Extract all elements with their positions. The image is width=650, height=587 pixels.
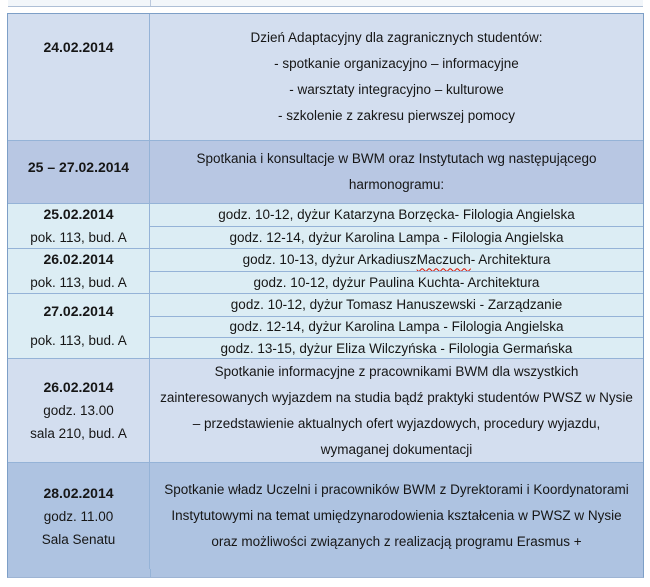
- date-cell: [8, 204, 150, 248]
- content-line: Spotkanie informacyjne z pracownikami BWM dla wszystkich zainteresowanych wyjazdem na studia bądź praktyki studentów PWSZ w Nysie – przedstawienie aktualnych ofert wyjazdowych, procedury wyjazdu, wymaganej dokumentacji: [160, 363, 633, 457]
- date-text: 25 – 27.02.2014: [27, 159, 130, 175]
- content-line: - szkolenie z zakresu pierwszej pomocy: [277, 108, 516, 123]
- next-row-fragment: [7, 569, 644, 578]
- content-cell: [150, 463, 643, 569]
- date-time: godz. 13.00: [43, 403, 114, 418]
- date-text: 28.02.2014: [43, 484, 114, 501]
- content-cell: [150, 14, 643, 140]
- content-line: Dzień Adaptacyjny dla zagranicznych studentów:: [250, 30, 543, 45]
- table-row-authorities-meeting: [8, 462, 643, 569]
- duty-text: godz. 12-14, dyżur Karolina Lampa - Filologia Angielska: [229, 319, 564, 335]
- table-row-consultations-header: [8, 140, 643, 203]
- duty-text: godz. 12-14, dyżur Karolina Lampa - Filologia Angielska: [229, 229, 564, 245]
- table-row-duty-26-02: [8, 248, 643, 293]
- date-location: pok. 113, bud. A: [30, 333, 127, 348]
- duty-entry: [150, 226, 643, 249]
- duty-entry: [150, 249, 643, 271]
- content-cell: [150, 141, 643, 203]
- table-row-info-meeting: [8, 358, 643, 462]
- content-line: - spotkanie organizacyjno – informacyjne: [274, 56, 519, 71]
- schedule-table: [7, 13, 644, 570]
- date-text: 26.02.2014: [43, 251, 114, 267]
- duty-entry: [150, 337, 643, 358]
- duty-entries: [150, 294, 643, 358]
- content-line: Spotkania i konsultacje w BWM oraz Instytutach wg następującego harmonogramu:: [196, 151, 597, 192]
- duty-entry: [150, 294, 643, 316]
- content-cell: [150, 359, 643, 462]
- duty-entry: [150, 204, 643, 226]
- duty-text-prefix: godz. 10-13, dyżur Arkadiusz: [242, 252, 417, 268]
- table-row-duty-27-02: [8, 293, 643, 358]
- date-location: pok. 113, bud. A: [30, 230, 127, 245]
- duty-text: godz. 10-12, dyżur Katarzyna Borzęcka- Filologia Angielska: [218, 207, 575, 223]
- date-cell: [8, 294, 150, 358]
- date-location: Sala Senatu: [41, 531, 116, 547]
- duty-text: godz. 13-15, dyżur Eliza Wilczyńska - Filologia Germańska: [220, 340, 573, 356]
- duty-text: godz. 10-12, dyżur Paulina Kuchta- Architektura: [253, 274, 540, 290]
- date-location: pok. 113, bud. A: [30, 275, 127, 290]
- date-cell: [8, 249, 150, 293]
- content-line: Spotkanie władz Uczelni i pracowników BWM z Dyrektorami i Koordynatorami Instytutowymi na temat umiędzynarodowienia kształcenia w PWSZ w Nysie oraz możliwości związanych z realizacją programu Erasmus +: [164, 482, 629, 549]
- previous-row-column-divider: [150, 0, 151, 6]
- content-line: - warsztaty integracyjno – kulturowe: [289, 82, 504, 97]
- misspelled-word: Maczuch: [416, 252, 471, 268]
- date-cell: [8, 14, 150, 140]
- table-row-duty-25-02: [8, 203, 643, 248]
- date-cell: [8, 141, 150, 203]
- date-text: 25.02.2014: [43, 206, 114, 222]
- date-text: 26.02.2014: [43, 379, 114, 395]
- previous-row-fragment: [8, 0, 643, 7]
- date-cell: [8, 359, 150, 462]
- table-row-adaptation-day: [8, 14, 643, 140]
- date-text: 24.02.2014: [43, 39, 114, 55]
- duty-entries: [150, 204, 643, 248]
- date-cell: [8, 463, 150, 569]
- date-text: 27.02.2014: [43, 303, 114, 319]
- duty-entry: [150, 271, 643, 294]
- duty-entry: [150, 316, 643, 338]
- date-location: sala 210, bud. A: [30, 426, 127, 441]
- date-time: godz. 11.00: [43, 508, 114, 524]
- duty-text-suffix: - Architektura: [470, 252, 551, 268]
- duty-text: godz. 10-12, dyżur Tomasz Hanuszewski - Zarządzanie: [230, 297, 563, 313]
- duty-entries: [150, 249, 643, 293]
- next-row-column-divider: [150, 569, 151, 577]
